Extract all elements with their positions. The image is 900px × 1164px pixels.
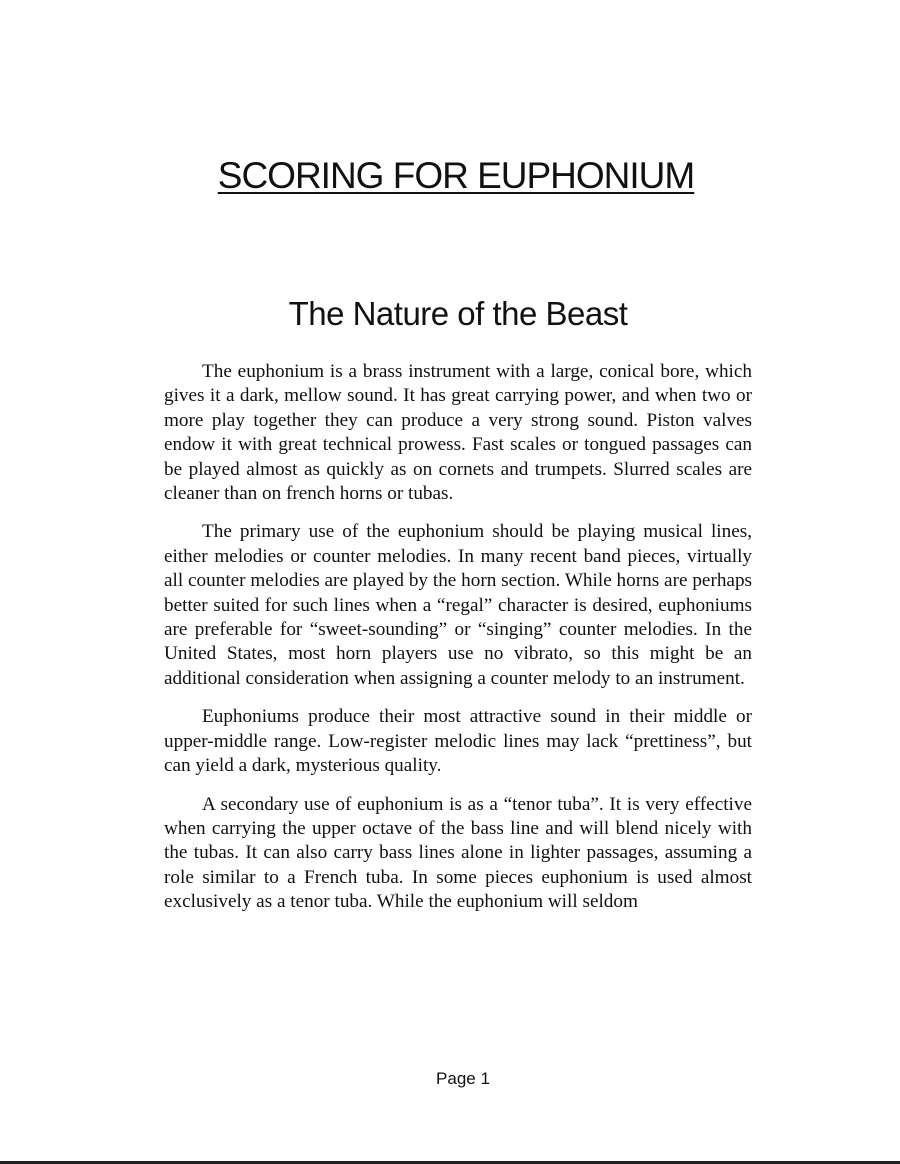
page-number: Page 1 bbox=[436, 1069, 490, 1088]
paragraph: A secondary use of euphonium is as a “tenor tuba”. It is very effective when carrying the upper octave of the bass line and will blend nicely with the tubas. It can also carry bass lines alone in lighter passages, assuming a role similar to a French tuba. In some pieces euphonium is used almost exclusively as a tenor tuba. While the euphonium will seldom bbox=[164, 793, 752, 913]
section-heading: The Nature of the Beast bbox=[288, 295, 628, 332]
page-title bbox=[0, 152, 900, 200]
paragraph: The primary use of the euphonium should be playing musical lines, either melodies or counter melodies. In many recent band pieces, virtually all counter melodies are played by the horn section. While horns are perhaps better suited for such lines when a “regal” character is desired, euphoniums are preferable for “sweet-sounding” or “singing” counter melodies. In the United States, most horn players use no vibrato, so this might be an additional consideration when assigning a counter melody to an instrument. bbox=[164, 521, 752, 689]
page-title-text: SCORING FOR EUPHONIUM bbox=[217, 155, 695, 196]
paragraph: The euphonium is a brass instrument with a large, conical bore, which gives it a dark, mellow sound. It has great carrying power, and when two or more play together they can produce a very strong sound. Piston valves endow it with great technical prowess. Fast scales or tongued passages can be played almost as quickly as on cornets and trumpets. Slurred scales are cleaner than on french horns or tubas. bbox=[164, 361, 752, 505]
paragraph: Euphoniums produce their most attractive sound in their middle or upper-middle range. Low-register melodic lines may lack “prettiness”, but can yield a dark, mysterious quality. bbox=[164, 706, 752, 777]
body-text bbox=[164, 360, 752, 929]
